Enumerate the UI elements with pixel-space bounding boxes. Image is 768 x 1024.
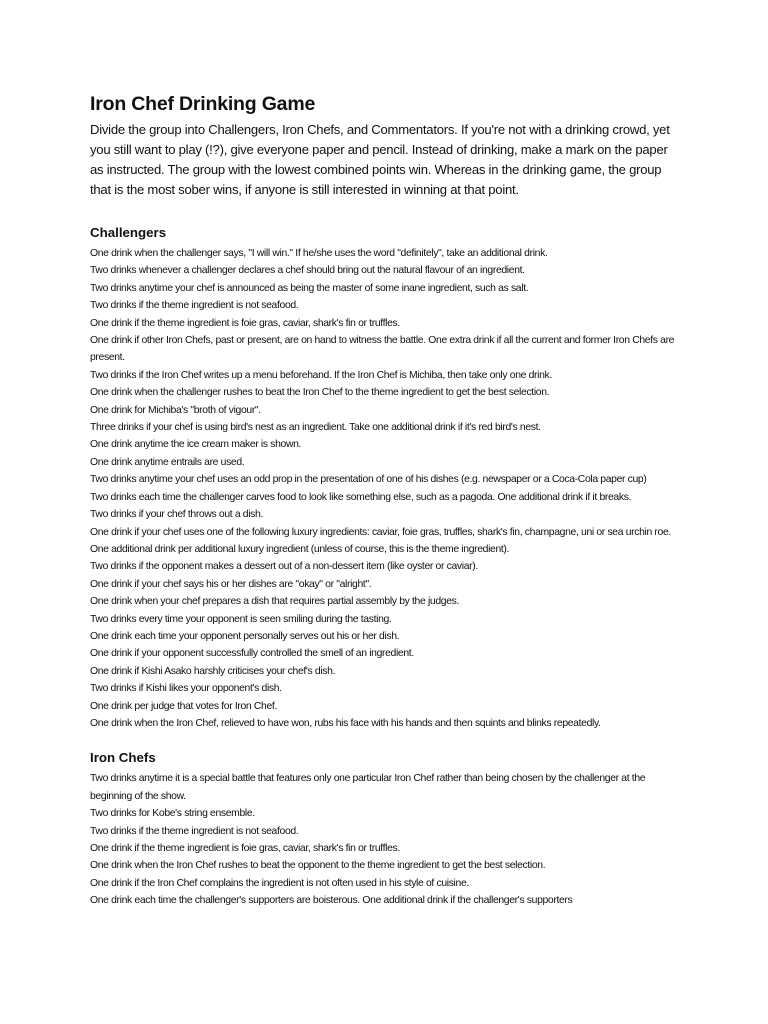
rule-item: One drink if your opponent successfully controlled the smell of an ingredient. — [90, 648, 414, 660]
rule-item: Two drinks anytime it is a special battle that features only one particular Iron Chef rather than being chosen by the challenger at the beginning of the show. — [90, 773, 646, 802]
rule-item: One drink per judge that votes for Iron Chef. — [90, 700, 277, 712]
section-iron-chefs — [90, 749, 680, 909]
rule-item: One drink anytime entrails are used. — [90, 456, 245, 468]
rule-item: Two drinks if your chef throws out a dish. — [90, 509, 263, 521]
rule-item: Two drinks whenever a challenger declares a chef should bring out the natural flavour of an ingredient. — [90, 265, 525, 277]
rule-item: One drink when the challenger says, "I will win." If he/she uses the word "definitely", take an additional drink. — [90, 248, 548, 259]
rule-item: One drink if other Iron Chefs, past or present, are on hand to witness the battle. One extra drink if all the current and former Iron Chefs are present. — [90, 335, 675, 364]
rule-item: One drink when the challenger rushes to beat the Iron Chef to the theme ingredient to get the best selection. — [90, 387, 550, 399]
rule-item: One drink when your chef prepares a dish that requires partial assembly by the judges. — [90, 596, 460, 608]
rule-list-challengers — [90, 245, 680, 732]
rule-item: One drink anytime the ice cream maker is shown. — [90, 439, 302, 451]
rule-item: Two drinks if the Iron Chef writes up a menu beforehand. If the Iron Chef is Michiba, then take only one drink. — [90, 369, 552, 381]
rule-list-iron-chefs — [90, 770, 680, 909]
rule-item: Two drinks each time the challenger carves food to look like something else, such as a pagoda. One additional drink if it breaks. — [90, 491, 632, 503]
section-heading-iron-chefs: Iron Chefs — [90, 750, 156, 766]
rule-item: One drink each time the challenger's supporters are boisterous. One additional drink if the challenger's supporters — [90, 895, 573, 907]
intro-paragraph: Divide the group into Challengers, Iron Chefs, and Commentators. If you're not with a drinking crowd, yet you still want to play (!?), give everyone paper and pencil. Instead of drinking, make a mark on the paper as instructed. The group with the lowest combined points win. Whereas in the drinking game, the group that is the most sober wins, if anyone is still interested in winning at that point. — [90, 122, 670, 197]
rule-item: Two drinks if the theme ingredient is not seafood. — [90, 825, 299, 837]
rule-item: One drink when the Iron Chef, relieved to have won, rubs his face with his hands and then squints and blinks repeatedly. — [90, 717, 601, 729]
document-title: Iron Chef Drinking Game — [90, 93, 316, 115]
rule-item: One drink each time your opponent personally serves out his or her dish. — [90, 630, 400, 642]
rule-item: Two drinks if the opponent makes a dessert out of a non-dessert item (like oyster or caviar). — [90, 561, 478, 573]
rule-item: Two drinks if Kishi likes your opponent's dish. — [90, 683, 282, 695]
rule-item: One drink for Michiba's "broth of vigour". — [90, 404, 261, 416]
rule-item: One drink if Kishi Asako harshly criticises your chef's dish. — [90, 665, 336, 677]
rule-item: One drink when the Iron Chef rushes to beat the opponent to the theme ingredient to get the best selection. — [90, 860, 546, 872]
section-challengers — [90, 224, 680, 732]
rule-item: Two drinks if the theme ingredient is not seafood. — [90, 300, 299, 312]
document-page — [90, 92, 680, 910]
rule-item: One drink if your chef says his or her dishes are "okay" or "alright". — [90, 578, 372, 590]
rule-item: One drink if your chef uses one of the following luxury ingredients: caviar, foie gras, truffles, shark's fin, champagne, uni or sea urchin roe. One additional drink per additional luxury ingredient (unless of course, this is the theme ingredient). — [90, 526, 671, 555]
section-heading-challengers: Challengers — [90, 225, 167, 240]
rule-item: Three drinks if your chef is using bird's nest as an ingredient. Take one additional drink if it's red bird's nest. — [90, 422, 541, 434]
rule-item: One drink if the theme ingredient is foie gras, caviar, shark's fin or truffles. — [90, 843, 400, 854]
rule-item: Two drinks for Kobe's string ensemble. — [90, 808, 255, 820]
rule-item: Two drinks every time your opponent is seen smiling during the tasting. — [90, 613, 392, 625]
rule-item: Two drinks anytime your chef uses an odd prop in the presentation of one of his dishes (e.g. newspaper or a Coca-Cola paper cup) — [90, 474, 647, 486]
rule-item: One drink if the theme ingredient is foie gras, caviar, shark's fin or truffles. — [90, 317, 400, 329]
rule-item: One drink if the Iron Chef complains the ingredient is not often used in his style of cuisine. — [90, 877, 469, 889]
rule-item: Two drinks anytime your chef is announced as being the master of some inane ingredient, such as salt. — [90, 282, 529, 294]
